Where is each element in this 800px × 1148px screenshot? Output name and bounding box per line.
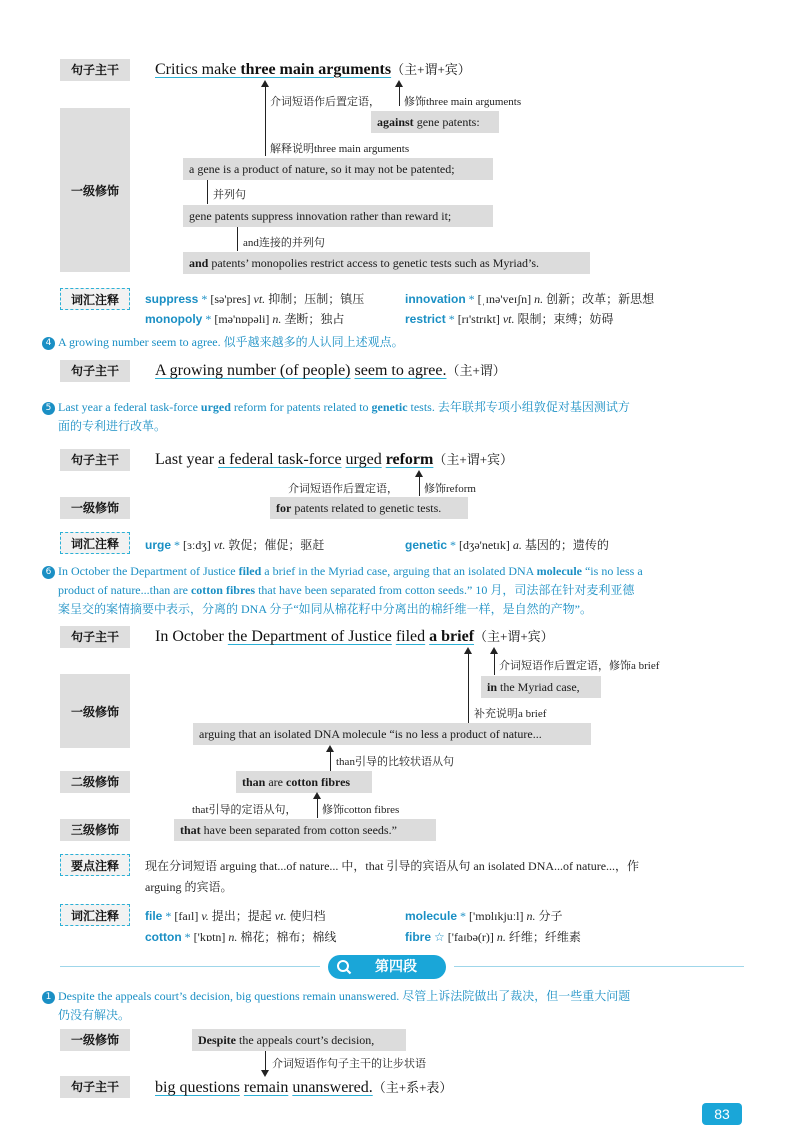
vocab-label: 词汇注释 xyxy=(60,904,130,926)
section-title-text: 第四段 xyxy=(375,959,417,975)
connector-line xyxy=(207,180,208,204)
modifier-box xyxy=(270,497,468,519)
modifier-box xyxy=(192,1029,406,1051)
key-note-label: 要点注释 xyxy=(60,854,130,876)
annotation: that引导的定语从句， xyxy=(192,804,297,816)
vocab-entry xyxy=(405,907,562,924)
core-sentence xyxy=(155,360,506,380)
core-predicative: unanswered. xyxy=(292,1079,373,1096)
definition: 纤维；纤维素 xyxy=(505,930,581,944)
mod1-label: 一级修饰 xyxy=(60,108,130,272)
sentence-english: Despite the appeals court’s decision, big questions remain unanswered. xyxy=(58,989,400,1003)
part-of-speech: n. xyxy=(496,930,506,944)
vocab-label: 词汇注释 xyxy=(60,532,130,554)
core-tag: （主+系+表） xyxy=(372,1080,453,1095)
pronunciation: [faɪl] xyxy=(171,909,202,923)
vocab-entry xyxy=(145,536,324,553)
core-label: 句子主干 xyxy=(60,59,130,81)
mod3-label: 三级修饰 xyxy=(60,819,130,841)
pronunciation: [rɪ'strɪkt] xyxy=(454,312,503,326)
sentence-number-icon: 1 xyxy=(42,991,55,1004)
sentence-6 xyxy=(42,562,752,619)
part-of-speech: n. xyxy=(534,292,544,306)
annotation: 介词短语作后置定语，修饰a brief xyxy=(499,660,660,672)
mod2-label: 二级修饰 xyxy=(60,771,130,793)
vocab-word: fibre xyxy=(405,930,432,944)
sentence-english: Last year a federal task-force xyxy=(58,400,201,414)
sentence-english: In October the Department of Justice xyxy=(58,564,239,578)
connector-line xyxy=(317,796,318,818)
mod1-label: 一级修饰 xyxy=(60,1029,130,1051)
sentence-number-icon: 4 xyxy=(42,337,55,350)
star-icon: ☆ xyxy=(431,930,445,944)
modifier-text: patents related to genetic tests. xyxy=(291,501,442,515)
core-tag: （主+谓+宾） xyxy=(433,452,514,467)
pronunciation: ['mɒlɪkjuːl] xyxy=(466,909,527,923)
keyword: cotton fibres xyxy=(190,583,256,597)
modifier-box xyxy=(183,252,590,274)
core-sentence xyxy=(155,626,554,646)
star-icon: * xyxy=(181,930,191,944)
definition: 分子 xyxy=(535,909,563,923)
definition: 使归档 xyxy=(286,909,326,923)
sentence-p4-1 xyxy=(42,987,752,1025)
vocab-word: urge xyxy=(145,538,172,552)
core-sentence xyxy=(155,1077,452,1097)
arrow-up-icon xyxy=(490,647,498,654)
core-linking-verb: remain xyxy=(243,1079,289,1096)
annotation: 修饰three main arguments xyxy=(404,96,522,108)
arrow-up-icon xyxy=(464,647,472,654)
core-label: 句子主干 xyxy=(60,449,130,471)
definition: 提出；提起 xyxy=(208,909,275,923)
connector-line xyxy=(419,474,420,496)
modifier-text: the appeals court’s decision, xyxy=(236,1033,375,1047)
core-subject-verb: Critics make xyxy=(155,61,241,78)
vocab-word: restrict xyxy=(405,312,446,326)
definition: 限制；束缚；妨碍 xyxy=(514,312,614,326)
core-predicate: urged xyxy=(345,451,382,468)
key-note xyxy=(145,856,639,898)
connector-line xyxy=(265,84,266,156)
annotation: 解释说明three main arguments xyxy=(270,143,410,155)
core-subject: A growing number (of people) xyxy=(155,362,351,379)
keyword: molecule xyxy=(536,564,582,578)
sentence-english: a brief in the Myriad case, arguing that an isolated DNA xyxy=(261,564,537,578)
core-label: 句子主干 xyxy=(60,626,130,648)
core-object: reform xyxy=(385,451,434,468)
keyword: Despite xyxy=(198,1033,236,1047)
vocab-word: innovation xyxy=(405,292,466,306)
part-of-speech: n. xyxy=(228,930,238,944)
pronunciation: [mə'nɒpəli] xyxy=(211,312,273,326)
keyword: than xyxy=(242,775,266,789)
sentence-english: product of nature...than are xyxy=(58,583,191,597)
connector-line xyxy=(399,84,400,106)
part-of-speech: a. xyxy=(512,538,522,552)
search-icon xyxy=(336,959,352,975)
core-subject: a federal task-force xyxy=(218,451,342,468)
vocab-entry xyxy=(145,928,336,945)
vocab-word: suppress xyxy=(145,292,199,306)
annotation: 介词短语作后置定语， xyxy=(270,96,380,108)
keyword: urged xyxy=(200,400,231,414)
vocab-label: 词汇注释 xyxy=(60,288,130,310)
core-adverbial: Last year xyxy=(155,451,219,468)
star-icon: * xyxy=(171,538,181,552)
modifier-text: the Myriad case, xyxy=(497,680,580,694)
part-of-speech: v. xyxy=(201,909,209,923)
star-icon: * xyxy=(457,909,467,923)
vocab-entry xyxy=(405,536,609,553)
star-icon: * xyxy=(198,292,208,306)
core-label: 句子主干 xyxy=(60,360,130,382)
part-of-speech: vt. xyxy=(502,312,515,326)
vocab-entry xyxy=(145,290,364,307)
arrow-up-icon xyxy=(313,792,321,799)
star-icon: * xyxy=(162,909,172,923)
core-predicate: filed xyxy=(395,628,426,645)
modifier-text: gene patents: xyxy=(413,115,480,129)
vocab-entry xyxy=(145,907,325,924)
definition: 棉花；棉布；棉线 xyxy=(237,930,337,944)
modifier-box xyxy=(236,771,372,793)
part-of-speech: n. xyxy=(526,909,536,923)
mod1-label: 一级修饰 xyxy=(60,674,130,748)
core-sentence xyxy=(155,449,513,469)
key-note-text: arguing 的宾语。 xyxy=(145,880,233,894)
core-label: 句子主干 xyxy=(60,1076,130,1098)
definition: 敦促；催促；驱赶 xyxy=(225,538,325,552)
keyword: and xyxy=(189,256,209,270)
sentence-number-icon: 6 xyxy=(42,566,55,579)
core-tag: （主+谓） xyxy=(446,363,506,378)
keyword: for xyxy=(276,501,292,515)
section-title xyxy=(328,955,446,979)
sentence-english: A growing number seem to agree. xyxy=(58,335,221,349)
annotation: and连接的并列句 xyxy=(243,237,325,249)
modifier-box xyxy=(481,676,601,698)
keyword: filed xyxy=(238,564,262,578)
key-note-text: 现在分词短语 arguing that...of nature... 中，that 引导的宾语从句 an isolated DNA...of nature...，作 xyxy=(145,859,640,873)
annotation: than引导的比较状语从句 xyxy=(336,756,454,768)
arrow-up-icon xyxy=(326,745,334,752)
sentence-5 xyxy=(42,398,752,436)
modifier-box: gene patents suppress innovation rather than reward it; xyxy=(183,205,493,227)
pronunciation: [sə'pres] xyxy=(207,292,254,306)
connector-line xyxy=(468,651,469,723)
sentence-chinese: 面的专利进行改革。 xyxy=(58,419,167,433)
vocab-entry xyxy=(405,310,614,327)
pronunciation: ['faɪbə(r)] xyxy=(444,930,497,944)
keyword: that xyxy=(180,823,201,837)
section-divider xyxy=(60,966,320,967)
sentence-chinese: 仍没有解决。 xyxy=(58,1008,131,1022)
modifier-text: patents’ monopolies restrict access to genetic tests such as Myriad’s. xyxy=(208,256,540,270)
definition: 创新；改革；新思想 xyxy=(543,292,655,306)
sentence-english: that have been separated from cotton seeds.” xyxy=(255,583,473,597)
pronunciation: [dʒə'netɪk] xyxy=(456,538,513,552)
sentence-chinese: 案呈交的案情摘要中表示，分离的 DNA 分子“如同从棉花籽中分离出的棉纤维一样，是自然的产物”。 xyxy=(58,602,592,616)
star-icon: * xyxy=(447,538,457,552)
part-of-speech: vt. xyxy=(213,538,226,552)
vocab-entry xyxy=(405,928,581,945)
vocab-word: cotton xyxy=(145,930,182,944)
core-adverbial: In October xyxy=(155,628,228,645)
vocab-entry xyxy=(405,290,654,307)
star-icon: * xyxy=(445,312,455,326)
keyword: genetic xyxy=(371,400,408,414)
core-object: a brief xyxy=(429,628,475,645)
core-tag: （主+谓+宾） xyxy=(391,62,471,77)
sentence-number-icon: 5 xyxy=(42,402,55,415)
sentence-english: tests. xyxy=(407,400,435,414)
sentence-4 xyxy=(42,333,752,352)
definition: 抑制；压制；镇压 xyxy=(265,292,365,306)
connector-line xyxy=(330,749,331,771)
modifier-text: have been separated from cotton seeds.” xyxy=(200,823,397,837)
modifier-box: a gene is a product of nature, so it may not be patented; xyxy=(183,158,493,180)
annotation: 补充说明a brief xyxy=(474,708,547,720)
modifier-box: arguing that an isolated DNA molecule “is no less a product of nature... xyxy=(193,723,591,745)
vocab-entry xyxy=(145,310,344,327)
part-of-speech: n. xyxy=(272,312,282,326)
keyword: against xyxy=(377,115,414,129)
core-sentence xyxy=(155,59,471,79)
connector-line xyxy=(237,227,238,251)
star-icon: * xyxy=(465,292,475,306)
arrow-down-icon xyxy=(261,1070,269,1077)
core-subject: big questions xyxy=(155,1079,240,1096)
annotation: 修饰cotton fibres xyxy=(322,804,400,816)
modifier-box xyxy=(174,819,436,841)
core-tag: （主+谓+宾） xyxy=(474,629,554,644)
section-divider xyxy=(454,966,744,967)
arrow-up-icon xyxy=(261,80,269,87)
core-object: three main arguments xyxy=(240,61,392,78)
connector-line xyxy=(494,651,495,675)
annotation: 修饰reform xyxy=(424,483,476,495)
arrow-up-icon xyxy=(395,80,403,87)
keyword: cotton fibres xyxy=(286,775,351,789)
keyword: in xyxy=(487,680,498,694)
vocab-word: monopoly xyxy=(145,312,203,326)
star-icon: * xyxy=(202,312,212,326)
sentence-english: reform for patents related to xyxy=(230,400,372,414)
sentence-chinese: 去年联邦专项小组敦促对基因测试方 xyxy=(434,400,630,414)
sentence-chinese: 似乎越来越多的人认同上述观点。 xyxy=(220,335,404,349)
mod1-label: 一级修饰 xyxy=(60,497,130,519)
vocab-word: molecule xyxy=(405,909,458,923)
annotation: 介词短语作后置定语， xyxy=(288,483,398,495)
modifier-box xyxy=(371,111,499,133)
core-predicate: seem to agree. xyxy=(354,362,447,379)
annotation: 并列句 xyxy=(213,189,246,201)
page-number: 83 xyxy=(702,1103,742,1125)
core-subject: the Department of Justice xyxy=(227,628,392,645)
modifier-text: are xyxy=(265,775,286,789)
arrow-up-icon xyxy=(415,470,423,477)
part-of-speech: vt. xyxy=(274,909,287,923)
pronunciation: [ɜːdʒ] xyxy=(180,538,214,552)
definition: 垄断；独占 xyxy=(281,312,345,326)
annotation: 介词短语作句子主干的让步状语 xyxy=(272,1058,426,1070)
definition: 基因的；遗传的 xyxy=(521,538,609,552)
vocab-word: file xyxy=(145,909,163,923)
pronunciation: [ˌɪnə'veɪʃn] xyxy=(474,292,535,306)
part-of-speech: vt. xyxy=(253,292,266,306)
sentence-english: “is no less a xyxy=(581,564,643,578)
sentence-chinese: 尽管上诉法院做出了裁决，但一些重大问题 xyxy=(399,989,631,1003)
sentence-chinese: 10 月，司法部在针对麦利亚德 xyxy=(472,583,635,597)
pronunciation: ['kɒtn] xyxy=(190,930,229,944)
vocab-word: genetic xyxy=(405,538,448,552)
